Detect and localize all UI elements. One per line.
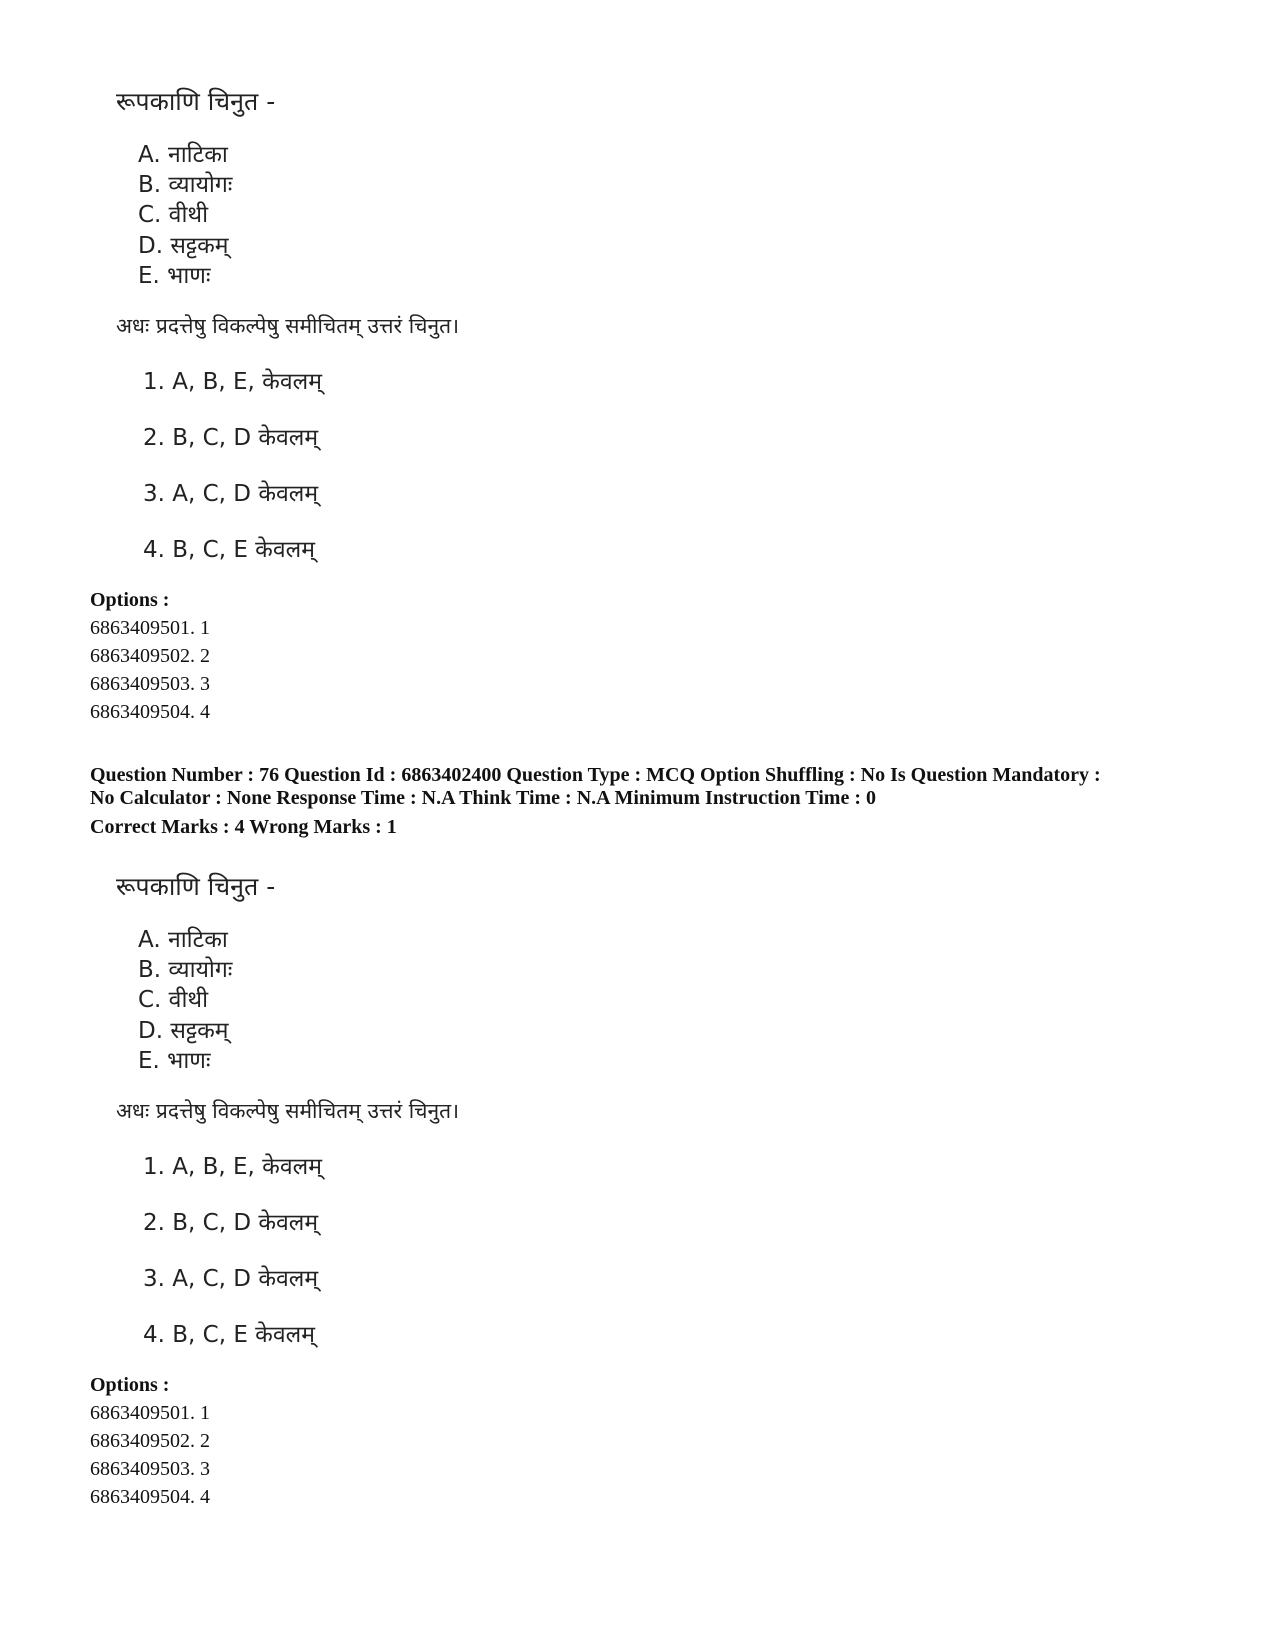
statement-a: A. नाटिका [138, 142, 228, 168]
option-3: 6863409503. 3 [90, 1458, 210, 1480]
statement-d: D. सट्टकम् [138, 233, 229, 259]
question-title: रूपकाणि चिनुत - [116, 872, 276, 901]
options-label: Options : [90, 1374, 170, 1396]
choice-4: 4. B, C, E केवलम् [143, 537, 315, 563]
option-3: 6863409503. 3 [90, 673, 210, 695]
marks-line: Correct Marks : 4 Wrong Marks : 1 [90, 816, 397, 838]
choice-4: 4. B, C, E केवलम् [143, 1322, 315, 1348]
option-4: 6863409504. 4 [90, 1486, 210, 1508]
question-meta-line-1: Question Number : 76 Question Id : 6863402400 Question Type : MCQ Option Shuffling : No Is Question Mandatory : [90, 764, 1101, 786]
options-label: Options : [90, 589, 170, 611]
option-2: 6863409502. 2 [90, 645, 210, 667]
choice-3: 3. A, C, D केवलम् [143, 1266, 319, 1292]
statement-c: C. वीथी [138, 987, 209, 1013]
statement-e: E. भाणः [138, 1048, 211, 1074]
instruction: अधः प्रदत्तेषु विकल्पेषु समीचितम् उत्तरं चिनुत। [116, 314, 460, 338]
option-1: 6863409501. 1 [90, 1402, 210, 1424]
statement-a: A. नाटिका [138, 927, 228, 953]
choice-1: 1. A, B, E, केवलम् [143, 1154, 322, 1180]
question-meta-line-2: No Calculator : None Response Time : N.A Think Time : N.A Minimum Instruction Time : 0 [90, 787, 876, 809]
choice-2: 2. B, C, D केवलम् [143, 1210, 319, 1236]
instruction: अधः प्रदत्तेषु विकल्पेषु समीचितम् उत्तरं चिनुत। [116, 1099, 460, 1123]
statement-c: C. वीथी [138, 202, 209, 228]
question-title: रूपकाणि चिनुत - [116, 87, 276, 116]
choice-3: 3. A, C, D केवलम् [143, 481, 319, 507]
option-2: 6863409502. 2 [90, 1430, 210, 1452]
choice-1: 1. A, B, E, केवलम् [143, 369, 322, 395]
option-4: 6863409504. 4 [90, 701, 210, 723]
statement-b: B. व्यायोगः [138, 957, 233, 983]
option-1: 6863409501. 1 [90, 617, 210, 639]
statement-b: B. व्यायोगः [138, 172, 233, 198]
choice-2: 2. B, C, D केवलम् [143, 425, 319, 451]
statement-e: E. भाणः [138, 263, 211, 289]
statement-d: D. सट्टकम् [138, 1018, 229, 1044]
